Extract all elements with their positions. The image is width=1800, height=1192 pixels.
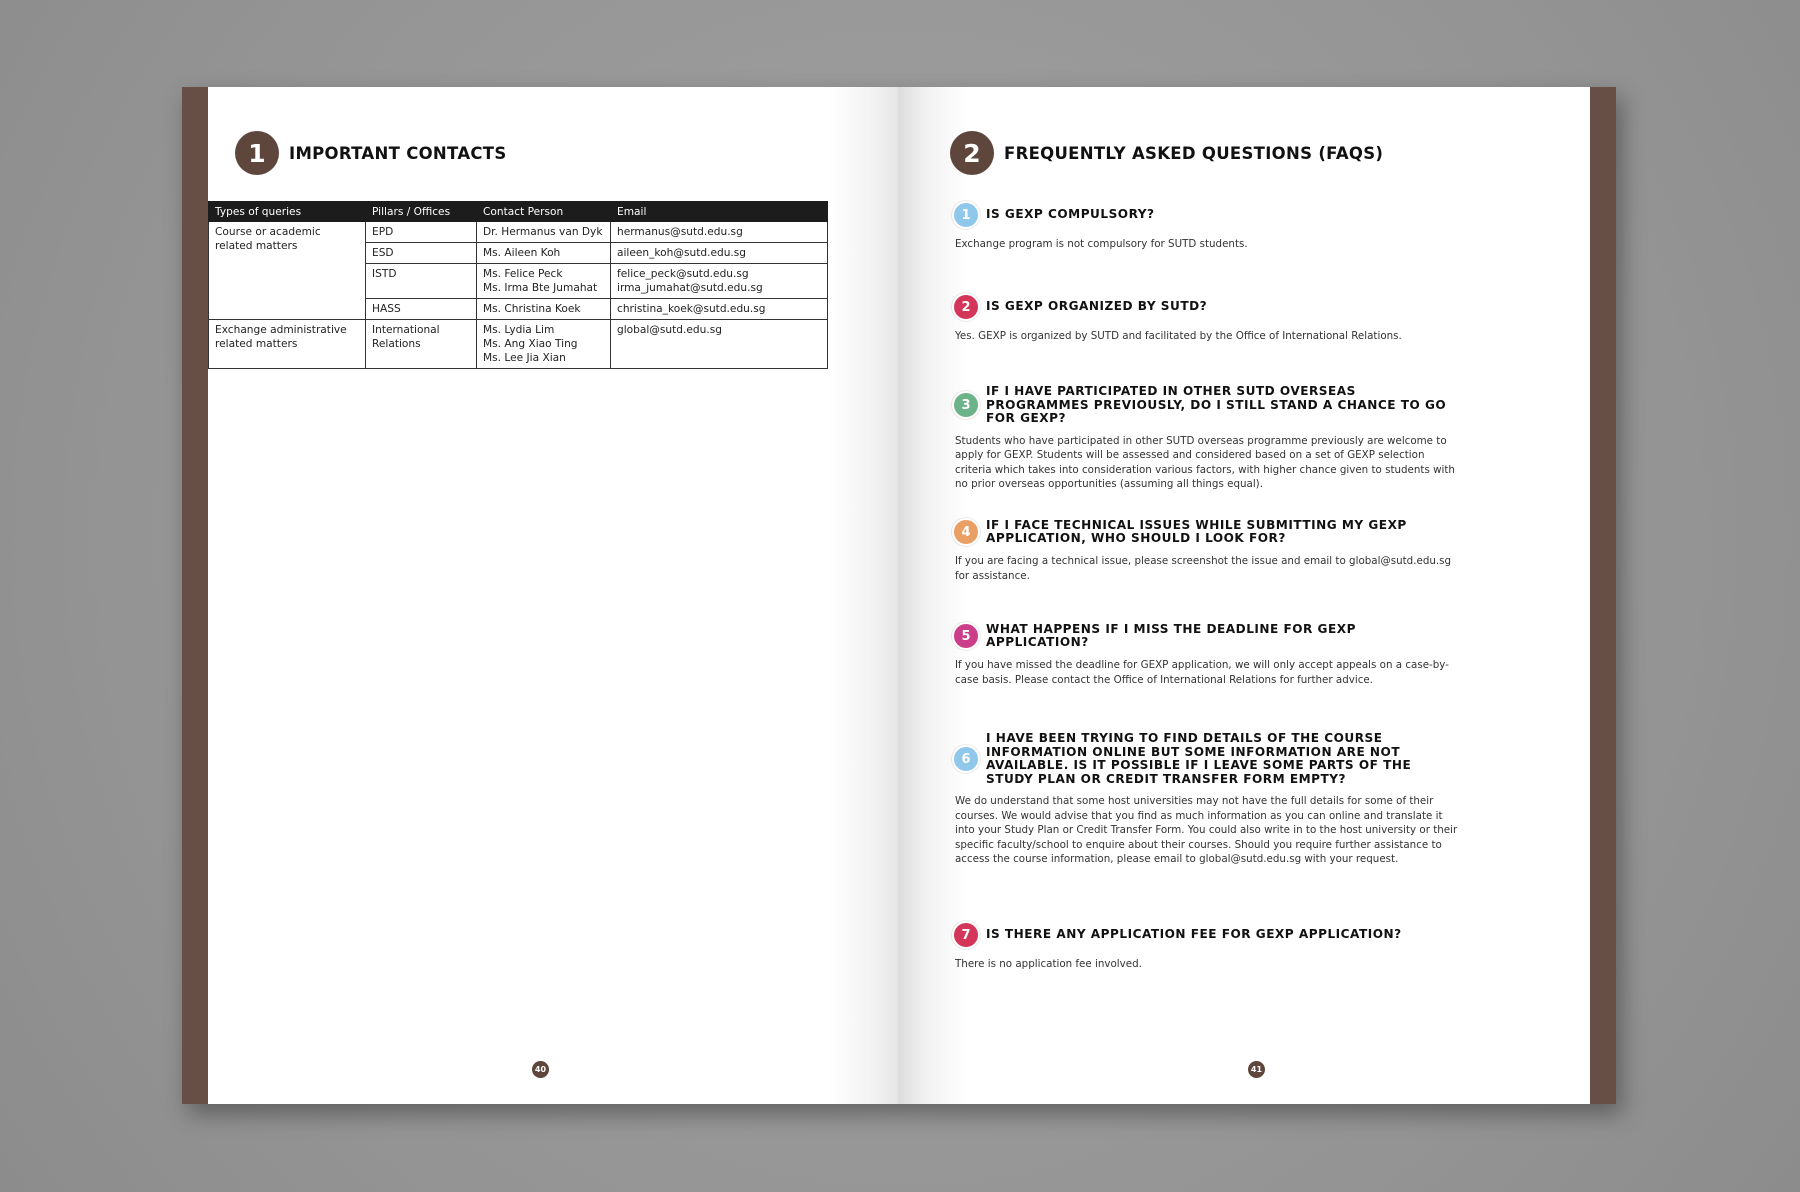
pillar-cell: ISTD: [366, 264, 477, 299]
pillar-cell: EPD: [366, 222, 477, 243]
faq-question: IF I FACE TECHNICAL ISSUES WHILE SUBMITTING MY GEXP APPLICATION, WHO SHOULD I LOOK FOR?: [986, 517, 1407, 545]
contact-name: Ms. Lydia Lim: [483, 324, 555, 336]
email-cell: christina_koek@sutd.edu.sg: [611, 299, 828, 320]
faq-item-4: [955, 518, 1455, 583]
faq-answer: Students who have participated in other SUTD overseas programme previously are welcome to apply for GEXP. Students will be assessed and considered based on a set of GEXP selection criteria which takes into consideration various factors, with higher chance given to students with no prior overseas opportunities (assuming all things equal).: [955, 434, 1455, 490]
faq-question: IS GEXP ORGANIZED BY SUTD?: [986, 299, 1208, 314]
table-header-row: [209, 202, 828, 222]
contact-name: Ms. Lee Jia Xian: [483, 352, 566, 364]
contact-name: Ms. Felice Peck: [483, 268, 563, 280]
email-cell: hermanus@sutd.edu.sg: [611, 222, 828, 243]
pillar-cell: HASS: [366, 299, 477, 320]
header-contact: Contact Person: [477, 202, 611, 222]
query-type-cell: Course or academic related matters: [209, 222, 366, 320]
question-number-badge: 6: [952, 745, 980, 773]
section-number-badge: 1: [235, 131, 279, 175]
question-number-badge: 5: [952, 622, 980, 650]
faq-answer: If you have missed the deadline for GEXP application, we will only accept appeals on a case-by-case basis. Please contact the Office of International Relations for further advice.: [955, 659, 1449, 686]
faq-answer: Yes. GEXP is organized by SUTD and facilitated by the Office of International Relations.: [955, 330, 1402, 342]
email-cell: aileen_koh@sutd.edu.sg: [611, 243, 828, 264]
question-number-badge: 4: [952, 518, 980, 546]
contacts-table: [208, 201, 828, 369]
contact-cell: [477, 320, 611, 369]
contact-cell: Ms. Aileen Koh: [477, 243, 611, 264]
faq-item-5: [955, 622, 1455, 687]
email-cell: global@sutd.edu.sg: [611, 320, 828, 369]
email-cell: [611, 264, 828, 299]
faq-question: IS GEXP COMPULSORY?: [986, 207, 1155, 222]
section-number-badge: 2: [950, 131, 994, 175]
page-number-left: 40: [532, 1061, 549, 1078]
section-title: IMPORTANT CONTACTS: [289, 143, 507, 163]
faq-item-2: [955, 293, 1455, 344]
question-number-badge: 2: [952, 293, 980, 321]
header-pillars: Pillars / Offices: [366, 202, 477, 222]
faq-answer: Exchange program is not compulsory for SUTD students.: [955, 238, 1248, 250]
email-address: irma_jumahat@sutd.edu.sg: [617, 282, 763, 294]
faq-answer: If you are facing a technical issue, please screenshot the issue and email to global@sutd.edu.sg for assistance.: [955, 555, 1452, 582]
section-heading-contacts: [235, 131, 507, 175]
faq-answer: There is no application fee involved.: [955, 958, 1142, 970]
faq-item-1: [955, 201, 1455, 252]
email-address: felice_peck@sutd.edu.sg: [617, 268, 749, 280]
table-row: [209, 320, 828, 369]
faq-question: I HAVE BEEN TRYING TO FIND DETAILS OF THE COURSE INFORMATION ONLINE BUT SOME INFORMATION ARE NOT AVAILABLE. IS IT POSSIBLE IF I LEAVE SOME PARTS OF THE STUDY PLAN OR CREDIT TRANSFER FORM EMPTY?: [986, 731, 1412, 786]
contact-cell: [477, 264, 611, 299]
contact-name: Ms. Irma Bte Jumahat: [483, 282, 598, 294]
page-number-right: 41: [1248, 1061, 1265, 1078]
faq-item-7: [955, 921, 1455, 972]
pillar-cell: International Relations: [366, 320, 477, 369]
header-types: Types of queries: [209, 202, 366, 222]
query-type-cell: Exchange administrative related matters: [209, 320, 366, 369]
contact-cell: Ms. Christina Koek: [477, 299, 611, 320]
question-number-badge: 3: [952, 391, 980, 419]
table-row: [209, 222, 828, 243]
faq-question: WHAT HAPPENS IF I MISS THE DEADLINE FOR GEXP APPLICATION?: [986, 621, 1356, 649]
faq-item-3: [955, 385, 1455, 492]
question-number-badge: 7: [952, 921, 980, 949]
section-heading-faqs: [950, 131, 1383, 175]
header-email: Email: [611, 202, 828, 222]
faq-question: IS THERE ANY APPLICATION FEE FOR GEXP APPLICATION?: [986, 927, 1402, 942]
pillar-cell: ESD: [366, 243, 477, 264]
faq-question: IF I HAVE PARTICIPATED IN OTHER SUTD OVERSEAS PROGRAMMES PREVIOUSLY, DO I STILL STAND A CHANCE TO GO FOR GEXP?: [986, 384, 1447, 425]
contact-name: Ms. Ang Xiao Ting: [483, 338, 578, 350]
question-number-badge: 1: [952, 201, 980, 229]
faq-item-6: [955, 731, 1458, 867]
contact-cell: Dr. Hermanus van Dyk: [477, 222, 611, 243]
section-title: FREQUENTLY ASKED QUESTIONS (FAQS): [1004, 143, 1384, 163]
faq-answer: We do understand that some host universities may not have the full details for some of their courses. We would advise that you find as much information as you can online and translate it into your Study Plan or Credit Transfer Form. You could also write in to the host university or their specific faculty/school to enquire about their courses. Should you require further assistance to access the course information, please email to global@sutd.edu.sg with your request.: [955, 795, 1458, 865]
